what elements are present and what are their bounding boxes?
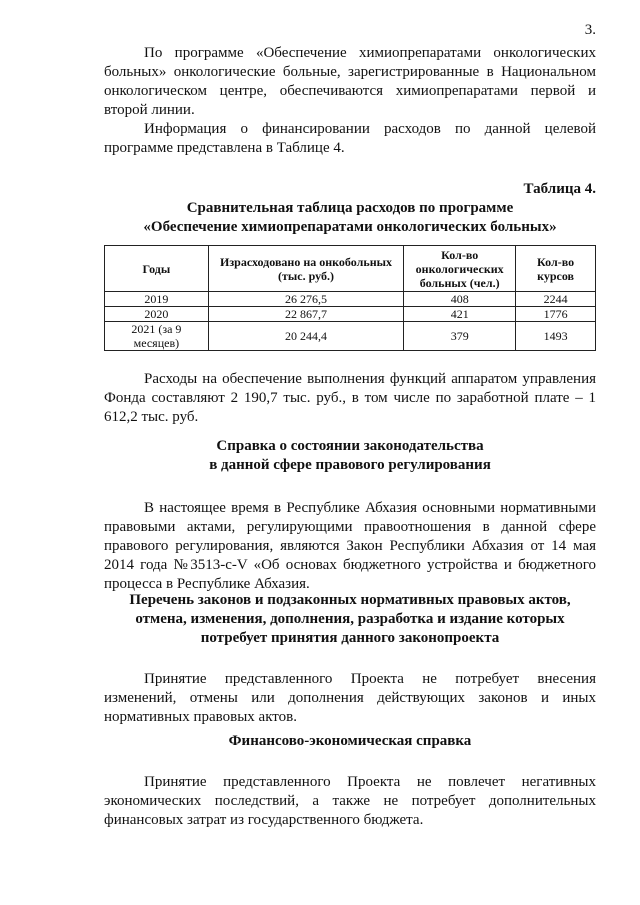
header-spent: Израсходовано на онкобольных (тыс. руб.)	[208, 246, 403, 292]
cell-year: 2020	[105, 307, 209, 322]
table-row	[105, 292, 596, 307]
laws-paragraph: Принятие представленного Проекта не потребует внесения изменений, отмены или дополнения действующих законов и иных нормативных правовых актов.	[104, 671, 596, 725]
cell-spent: 22 867,7	[208, 307, 403, 322]
section-heading: Финансово-экономическая справка	[228, 733, 472, 749]
financial-paragraph: Принятие представленного Проекта не повлечет негативных экономических последствий, а также не потребует дополнительных финансовых затрат из государственного бюджета.	[104, 774, 596, 828]
intro-paragraph-2: Информация о финансировании расходов по данной целевой программе представлена в Таблице 4.	[104, 121, 596, 156]
cell-patients: 408	[404, 292, 516, 307]
cell-spent: 20 244,4	[208, 322, 403, 351]
table-header-row	[105, 246, 596, 292]
header-patients: Кол-во онкологических больных (чел.)	[404, 246, 516, 292]
table-title-line-1: Сравнительная таблица расходов по программе	[186, 200, 514, 216]
expenses-paragraph: Расходы на обеспечение выполнения функций аппаратом управления Фонда составляют 2 190,7 тыс. руб., в том числе по заработной плате – 1 612,2 тыс. руб.	[104, 371, 596, 425]
table-caption	[104, 180, 596, 237]
section-heading: в данной сфере правового регулирования	[209, 457, 491, 473]
cell-courses: 1776	[516, 307, 596, 322]
table-wrapper	[104, 245, 596, 351]
section-heading: потребует принятия данного законопроекта	[200, 630, 500, 646]
financial-section	[104, 732, 596, 830]
header-years: Годы	[105, 246, 209, 292]
table-label: Таблица 4.	[523, 181, 596, 197]
cell-courses: 2244	[516, 292, 596, 307]
laws-list-section	[104, 591, 596, 727]
cell-year: 2019	[105, 292, 209, 307]
table-title-line-2: «Обеспечение химиопрепаратами онкологических больных»	[143, 219, 557, 235]
table-row	[105, 322, 596, 351]
cell-courses: 1493	[516, 322, 596, 351]
intro-block	[104, 44, 596, 158]
legislation-paragraph: В настоящее время в Республике Абхазия основными нормативными правовыми актами, регулирующими правоотношения в данной сфере правового регулирования, являются Закон Республики Абхазия от 14 мая 2014 года №3513-с-V «Об основах бюджетного устройства и бюджетного процесса в Республике Абхазия.	[104, 500, 596, 592]
cell-patients: 379	[404, 322, 516, 351]
cell-spent: 26 276,5	[208, 292, 403, 307]
header-courses: Кол-во курсов	[516, 246, 596, 292]
cell-patients: 421	[404, 307, 516, 322]
cell-year: 2021 (за 9 месяцев)	[105, 322, 209, 351]
section-heading: Перечень законов и подзаконных нормативных правовых актов,	[129, 592, 571, 608]
expenses-table	[104, 245, 596, 351]
section-heading: отмена, изменения, дополнения, разработка и издание которых	[135, 611, 565, 627]
table-row	[105, 307, 596, 322]
intro-paragraph-1: По программе «Обеспечение химиопрепаратами онкологических больных» онкологические больные, зарегистрированные в Национальном онкологическом центре, обеспечиваются химиопрепаратами первой и второй линии.	[104, 45, 596, 118]
page-number: 3.	[584, 22, 596, 38]
section-heading: Справка о состоянии законодательства	[216, 438, 484, 454]
legislation-section	[104, 437, 596, 594]
expenses-block	[104, 370, 596, 427]
